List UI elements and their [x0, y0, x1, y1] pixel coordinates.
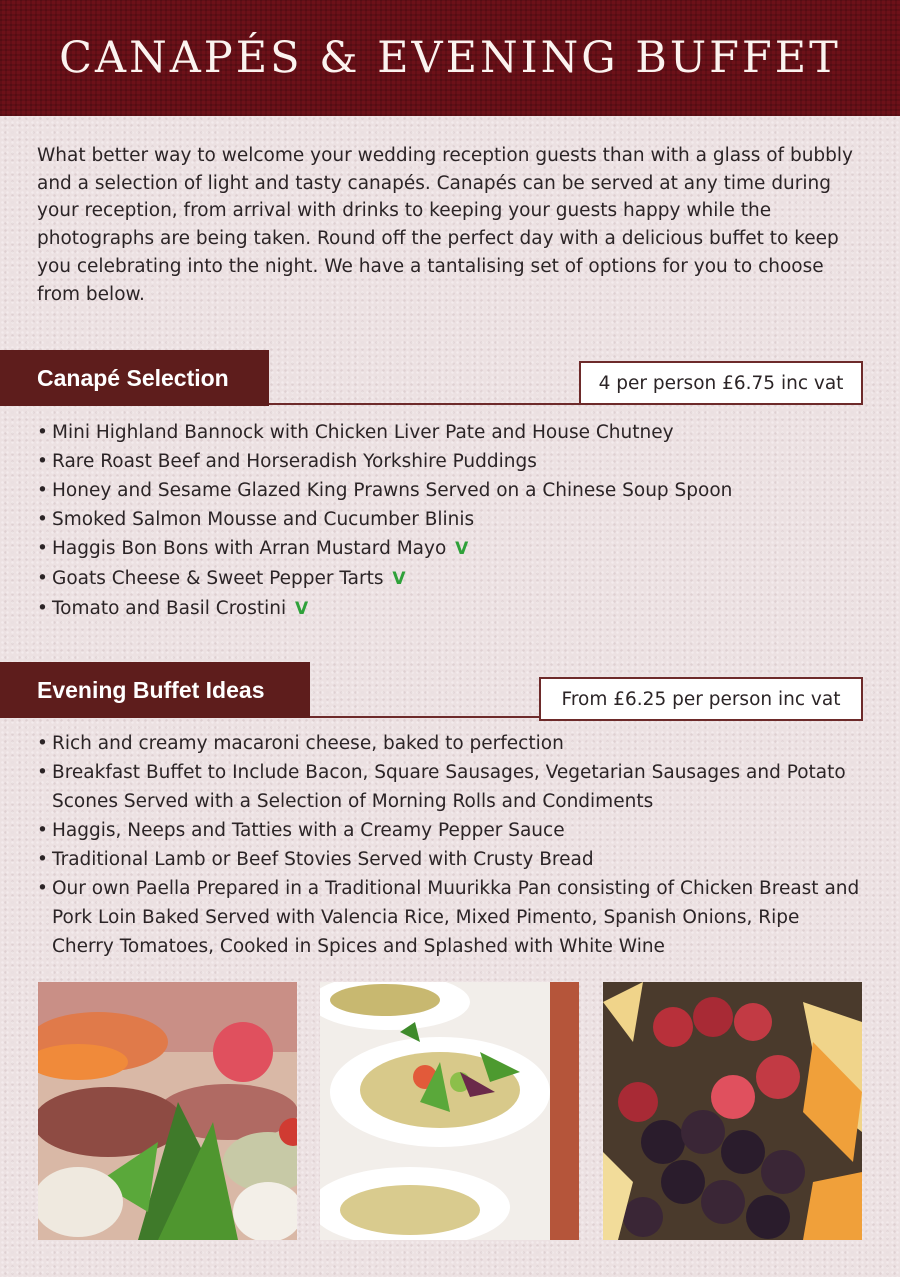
list-item	[37, 476, 867, 505]
vegetarian-badge: V	[392, 569, 406, 589]
list-item-text: Traditional Lamb or Beef Stovies Served with Crusty Bread	[52, 849, 594, 870]
photo-cold-meats-salad	[38, 982, 297, 1240]
list-item	[37, 534, 867, 564]
photo-canape-spoons	[320, 982, 579, 1240]
vegetarian-badge: V	[295, 599, 309, 619]
list-item	[37, 845, 867, 874]
page-header	[0, 0, 900, 116]
list-item-text: Smoked Salmon Mousse and Cucumber Blinis	[52, 509, 475, 530]
list-item-text: Our own Paella Prepared in a Traditional Muurikka Pan consisting of Chicken Breast and Pork Loin Baked Served with Valencia Rice, Mixed Pimento, Spanish Onions, Ripe Cherry Tomatoes, Cooked in Spices and Splashed with White Wine	[52, 878, 860, 957]
canape-price-box	[579, 361, 863, 405]
list-item	[37, 874, 867, 961]
list-item-text: Mini Highland Bannock with Chicken Liver Pate and House Chutney	[52, 422, 674, 443]
list-item	[37, 729, 867, 758]
list-item	[37, 418, 867, 447]
canape-section-title	[0, 350, 269, 406]
list-item	[37, 564, 867, 594]
list-item-text: Haggis, Neeps and Tatties with a Creamy Pepper Sauce	[52, 820, 565, 841]
buffet-price: From £6.25 per person inc vat	[561, 688, 841, 710]
intro-paragraph: What better way to welcome your wedding reception guests than with a glass of bubbly and a selection of light and tasty canapés. Canapés can be served at any time during your reception, from arrival with drinks to keeping your guests happy while the photographs are being taken. Round off the perfect day with a delicious buffet to keep you celebrating into the night. We have a tantalising set of options for you to choose from below.	[37, 145, 853, 305]
buffet-price-box	[539, 677, 863, 721]
list-item-text: Haggis Bon Bons with Arran Mustard Mayo	[52, 538, 447, 559]
list-item-text: Breakfast Buffet to Include Bacon, Square Sausages, Vegetarian Sausages and Potato Scones Served with a Selection of Morning Rolls and Condiments	[52, 762, 846, 812]
list-item	[37, 447, 867, 476]
list-item-text: Rich and creamy macaroni cheese, baked to perfection	[52, 733, 564, 754]
buffet-section-title-text: Evening Buffet Ideas	[37, 676, 265, 703]
list-item-text: Goats Cheese & Sweet Pepper Tarts	[52, 568, 384, 589]
list-item	[37, 758, 867, 816]
vegetarian-badge: V	[455, 539, 469, 559]
list-item	[37, 505, 867, 534]
list-item-text: Tomato and Basil Crostini	[52, 598, 287, 619]
canape-price: 4 per person £6.75 inc vat	[598, 372, 844, 394]
photo-grapes-cheese	[603, 982, 862, 1240]
page-title: CANAPÉS & EVENING BUFFET	[59, 33, 841, 83]
list-item	[37, 594, 867, 624]
buffet-section-title	[0, 662, 310, 718]
list-item	[37, 816, 867, 845]
canape-section-title-text: Canapé Selection	[37, 364, 229, 391]
list-item-text: Honey and Sesame Glazed King Prawns Served on a Chinese Soup Spoon	[52, 480, 733, 501]
buffet-list	[37, 729, 867, 961]
canape-list	[37, 418, 867, 624]
list-item-text: Rare Roast Beef and Horseradish Yorkshire Puddings	[52, 451, 537, 472]
